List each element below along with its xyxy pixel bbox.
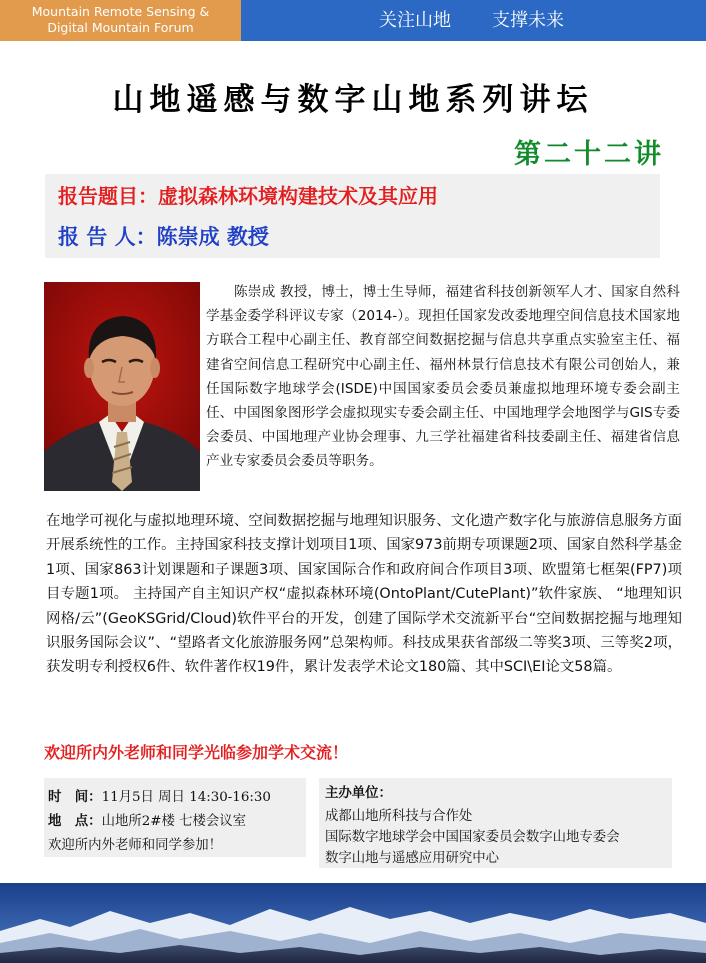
forum-name-line2: Digital Mountain Forum [47, 20, 194, 35]
time-value: 11月5日 周日 14:30-16:30 [101, 790, 271, 805]
time-row [48, 786, 271, 805]
event-info-box [44, 778, 306, 857]
organizer-item: 国际数字地球学会中国国家委员会数字山地专委会 [325, 830, 620, 845]
slogan-part2: 支撑未来 [492, 10, 564, 31]
slogan-bar [241, 0, 706, 41]
welcome-message: 欢迎所内外老师和同学光临参加学术交流！ [44, 743, 349, 762]
report-topic: 报告题目：虚拟森林环境构建技术及其应用 [58, 184, 438, 208]
speaker-photo [44, 282, 200, 491]
place-value: 山地所2#楼 七楼会议室 [101, 814, 247, 829]
forum-name-line1: Mountain Remote Sensing & [31, 4, 210, 19]
organizer-box [319, 778, 672, 868]
place-row [48, 810, 246, 829]
place-label: 地 点： [48, 813, 102, 829]
report-speaker: 报 告 人：陈崇成 教授 [58, 225, 269, 249]
lecture-number: 第二十二讲 [514, 139, 664, 170]
speaker-bio: 陈崇成 教授，博士，博士生导师，福建省科技创新领军人才、国家自然科学基金委学科评议专家（2014-）。现担任国家发改委地理空间信息技术国家地方联合工程中心副主任、教育部空间数据挖掘与信息共享重点实验室主任、福建省空间信息工程研究中心副主任、福州林景行信息技术有限公司创始人，兼任国际数字地球学会(ISDE)中国国家委员会委员兼虚拟地理环境专委会副主任、中国图象图形学会虚拟现实专委会副主任、中国地理学会地图学与GIS专委会委员、中国地理产业协会理事、九三学社福建省科技委副主任、福建省信息产业专家委员会委员等职务。 [206, 284, 680, 470]
portrait-illustration [44, 282, 200, 491]
speaker-research: 在地学可视化与虚拟地理环境、空间数据挖掘与地理知识服务、文化遗产数字化与旅游信息服务方面开展系统性的工作。主持国家科技支撑计划项目1项、国家973前期专项课题2项、国家自然科学基金1项、国家863计划课题和子课题3项、国家国际合作和政府间合作项目3项、欧盟第七框架(FP7)项目专题1项。 主持国产自主知识产权“虚拟森林环境(OntoPlant/CutePlant)”软件家族、 “地理知识网格/云”(GeoKSGrid/Cloud)软件平台的开发，创建了国际学术交流新平台“空间数据挖掘与地理知识服务国际会议”、“望路者文化旅游服务网”总架构师。科技成果获省部级二等奖3项、三等奖2项，获发明专利授权6件、软件著作权19件，累计发表学术论文180篇、其中SCI\EI论文58篇。 [46, 513, 682, 676]
page-title: 山地遥感与数字山地系列讲坛 [112, 82, 594, 118]
forum-name-box [0, 0, 241, 41]
time-label: 时 间： [48, 789, 102, 805]
organizer-item: 成都山地所科技与合作处 [325, 809, 473, 824]
organizer-label: 主办单位： [325, 785, 392, 801]
organizer-item: 数字山地与遥感应用研究中心 [325, 851, 500, 866]
mountain-landscape [0, 883, 706, 963]
slogan-part1: 关注山地 [379, 10, 451, 31]
attendance-note: 欢迎所内外老师和同学参加！ [48, 838, 223, 853]
